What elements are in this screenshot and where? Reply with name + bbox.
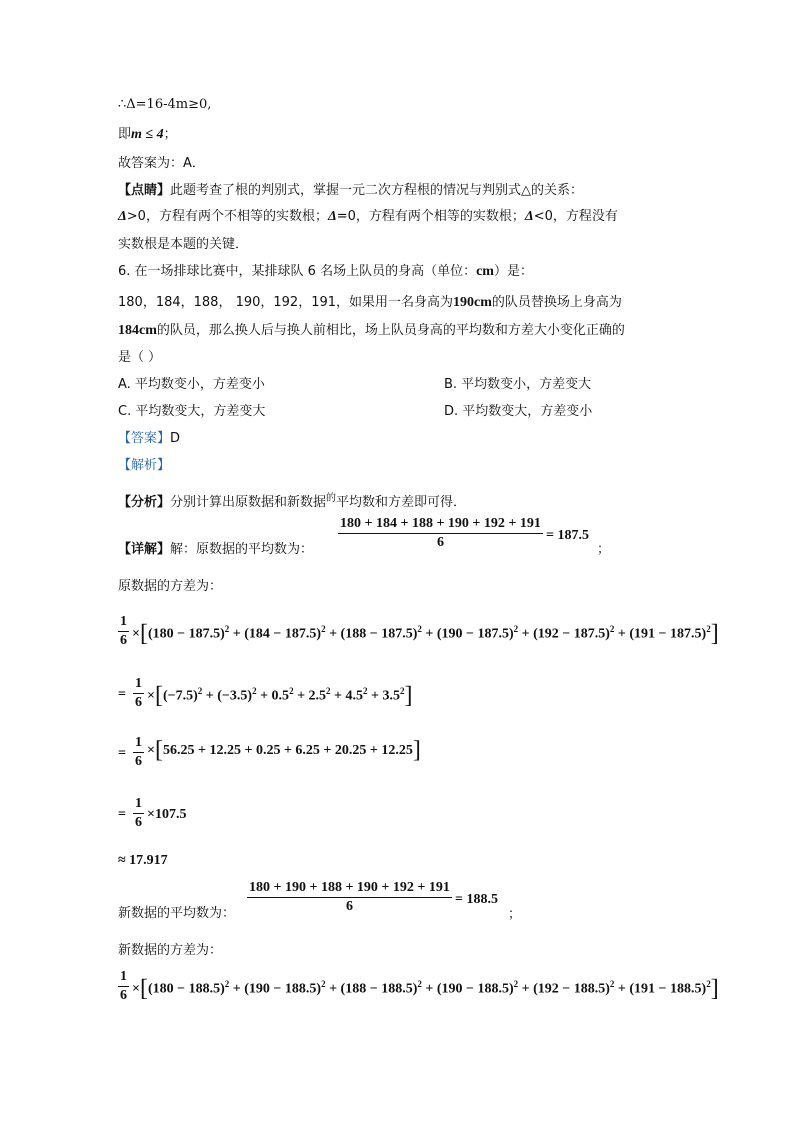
orig-mean-semicolon: ； bbox=[597, 542, 611, 557]
eq1-fraction bbox=[118, 614, 129, 649]
delta-symbol: Δ bbox=[327, 209, 337, 224]
detail-line bbox=[118, 541, 313, 559]
eq2-term: + 0.5 bbox=[260, 688, 290, 704]
square: 2 bbox=[321, 979, 326, 989]
detail-text: 解：原数据的平均数为： bbox=[170, 542, 314, 557]
heights-list: 180，184，188， 190，192，191，如果用一名身高为 bbox=[118, 295, 454, 310]
eq2-term: + 4.5 bbox=[334, 688, 364, 704]
eq5-term: + (190 − 188.5) bbox=[425, 981, 514, 997]
times-sign: × bbox=[132, 626, 140, 642]
eq2-term: (−7.5) bbox=[162, 688, 198, 704]
answer-tag: 【答案】 bbox=[118, 431, 171, 446]
eq1-term: + (192 − 187.5) bbox=[521, 626, 610, 642]
square: 2 bbox=[609, 624, 615, 634]
right-bracket: ] bbox=[710, 620, 719, 647]
left-bracket: [ bbox=[139, 975, 148, 1002]
new-mean-numerator: 180 + 190 + 188 + 190 + 192 + 191 bbox=[247, 880, 452, 898]
eq3-terms: 56.25 + 12.25 + 0.25 + 6.25 + 20.25 + 12.25 bbox=[162, 743, 413, 758]
eq4-value: 107.5 bbox=[154, 807, 187, 822]
square: 2 bbox=[417, 624, 422, 634]
fenxi-small-char: 的 bbox=[326, 493, 337, 504]
square: 2 bbox=[224, 979, 230, 989]
right-bracket: ] bbox=[710, 975, 719, 1002]
new-mean-fraction bbox=[247, 880, 452, 915]
fraction-numerator: 1 bbox=[118, 614, 129, 632]
eq1-body bbox=[132, 620, 719, 647]
square: 2 bbox=[289, 686, 294, 696]
eq5-fraction bbox=[118, 969, 129, 1004]
eq2-term: + (−3.5) bbox=[205, 688, 253, 704]
fraction-denominator: 6 bbox=[135, 815, 142, 830]
square: 2 bbox=[513, 624, 519, 634]
left-bracket: [ bbox=[139, 620, 148, 647]
times-sign: × bbox=[132, 981, 140, 997]
fenxi-text-a: 分别计算出原数据和新数据 bbox=[170, 495, 327, 510]
fenxi-line bbox=[118, 490, 466, 512]
approx-result: ≈ 17.917 bbox=[118, 853, 168, 868]
option-d: D. 平均数变大，方差变小 bbox=[444, 404, 593, 419]
orig-mean-denominator: 6 bbox=[436, 535, 444, 550]
eq4-body bbox=[147, 806, 186, 824]
m-range-suffix: ； bbox=[163, 127, 177, 142]
new-variance-label: 新数据的方差为： bbox=[118, 943, 223, 958]
square: 2 bbox=[252, 686, 257, 696]
question-line-2 bbox=[118, 294, 622, 312]
eq5-term: + (191 − 188.5) bbox=[617, 981, 707, 997]
m-range-line bbox=[118, 126, 177, 144]
orig-mean-result: = 187.5 bbox=[546, 528, 589, 543]
delta-symbol: Δ bbox=[118, 209, 127, 224]
eq5-term: + (192 − 188.5) bbox=[521, 981, 610, 997]
fraction-denominator: 6 bbox=[120, 633, 127, 648]
m-range-expr: m ≤ 4 bbox=[131, 127, 164, 142]
orig-variance-label: 原数据的方差为： bbox=[118, 579, 223, 594]
eq1-term: (180 − 187.5) bbox=[147, 626, 225, 642]
fraction-numerator: 1 bbox=[118, 969, 129, 987]
new-mean-label: 新数据的平均数为： bbox=[118, 906, 236, 921]
note-line-1 bbox=[118, 182, 583, 200]
eq3-fraction bbox=[133, 735, 144, 770]
eq4-equals: = bbox=[118, 807, 126, 822]
note-case-positive: >0，方程有两个不相等的实数根； bbox=[126, 209, 328, 224]
answer-line-prev: 故答案为：A． bbox=[118, 156, 205, 171]
fraction-denominator: 6 bbox=[135, 695, 142, 710]
unit-cm: cm bbox=[476, 264, 494, 279]
question-stem-end: ）是： bbox=[493, 264, 533, 279]
new-mean-denominator: 6 bbox=[345, 899, 353, 914]
square: 2 bbox=[326, 686, 331, 696]
new-height: 190cm bbox=[453, 295, 492, 310]
times-sign: × bbox=[147, 688, 155, 704]
eq1-term: + (188 − 187.5) bbox=[329, 626, 418, 642]
question-line-1 bbox=[118, 263, 533, 281]
fraction-numerator: 1 bbox=[133, 676, 144, 694]
square: 2 bbox=[321, 624, 326, 634]
square: 2 bbox=[224, 624, 230, 634]
fraction-numerator: 1 bbox=[133, 735, 144, 753]
left-bracket: [ bbox=[154, 737, 163, 763]
square: 2 bbox=[197, 686, 203, 696]
m-range-prefix: 即 bbox=[118, 127, 132, 142]
option-a: A. 平均数变小，方差变小 bbox=[118, 377, 265, 392]
eq2-body bbox=[147, 682, 413, 709]
fraction-denominator: 6 bbox=[120, 988, 127, 1003]
replace-text: 的队员替换场上身高为 bbox=[491, 295, 622, 310]
note-line-3: 实数根是本题的关键． bbox=[118, 237, 249, 252]
times-sign: × bbox=[147, 743, 155, 758]
eq4-fraction bbox=[133, 796, 144, 831]
option-b: B. 平均数变小，方差变大 bbox=[444, 377, 592, 392]
note-tag: 【点睛】 bbox=[118, 183, 171, 198]
left-bracket: [ bbox=[154, 682, 163, 709]
eq5-term: + (190 − 188.5) bbox=[232, 981, 322, 997]
eq5-body bbox=[132, 975, 719, 1002]
right-bracket: ] bbox=[404, 682, 413, 709]
question-stem: 6. 在一场排球比赛中，某排球队 6 名场上队员的身高（单位： bbox=[118, 264, 477, 279]
delta-symbol: Δ bbox=[524, 209, 534, 224]
eq1-term: + (191 − 187.5) bbox=[617, 626, 707, 642]
old-height: 184cm bbox=[118, 323, 157, 338]
square: 2 bbox=[513, 979, 519, 989]
delta-condition: ∴Δ=16-4m≥0, bbox=[118, 97, 212, 112]
eq2-term: + 2.5 bbox=[297, 688, 327, 704]
eq2-equals: = bbox=[118, 687, 126, 702]
square: 2 bbox=[400, 686, 405, 696]
eq5-term: + (188 − 188.5) bbox=[329, 981, 418, 997]
note-line-2 bbox=[118, 208, 618, 226]
fraction-numerator: 1 bbox=[133, 796, 144, 814]
eq2-term: + 3.5 bbox=[371, 688, 401, 704]
square: 2 bbox=[706, 624, 711, 634]
question-text-3: 的队员，那么换人后与换人前相比，场上队员身高的平均数和方差大小变化正确的 bbox=[156, 323, 625, 338]
analysis-tag: 【解析】 bbox=[118, 458, 171, 473]
note-text: 此题考查了根的判别式，掌握一元二次方程根的情况与判别式△的关系： bbox=[170, 183, 584, 198]
question-line-4: 是（ ） bbox=[118, 350, 162, 365]
option-c: C. 平均数变大，方差变大 bbox=[118, 404, 266, 419]
new-mean-semicolon: ； bbox=[508, 907, 522, 922]
fenxi-text-b: 平均数和方差即可得． bbox=[336, 495, 467, 510]
square: 2 bbox=[609, 979, 615, 989]
square: 2 bbox=[363, 686, 368, 696]
new-mean-result: = 188.5 bbox=[455, 892, 498, 907]
note-case-negative: <0，方程没有 bbox=[533, 209, 618, 224]
eq3-equals: = bbox=[118, 746, 126, 761]
eq5-term: (180 − 188.5) bbox=[147, 981, 225, 997]
answer-value: D bbox=[170, 431, 181, 446]
right-bracket: ] bbox=[412, 737, 421, 763]
note-case-zero: =0，方程有两个相等的实数根； bbox=[336, 209, 525, 224]
eq2-fraction bbox=[133, 676, 144, 711]
square: 2 bbox=[706, 979, 711, 989]
eq3-body bbox=[147, 737, 421, 763]
answer-line bbox=[118, 430, 180, 448]
square: 2 bbox=[417, 979, 422, 989]
fraction-denominator: 6 bbox=[135, 754, 142, 769]
orig-mean-numerator: 180 + 184 + 188 + 190 + 192 + 191 bbox=[338, 516, 543, 534]
eq1-term: + (184 − 187.5) bbox=[232, 626, 322, 642]
question-line-3 bbox=[118, 322, 625, 340]
fenxi-tag: 【分析】 bbox=[118, 495, 171, 510]
times-sign: × bbox=[147, 807, 155, 822]
detail-tag: 【详解】 bbox=[118, 542, 171, 557]
orig-mean-fraction bbox=[338, 516, 543, 551]
eq1-term: + (190 − 187.5) bbox=[425, 626, 514, 642]
